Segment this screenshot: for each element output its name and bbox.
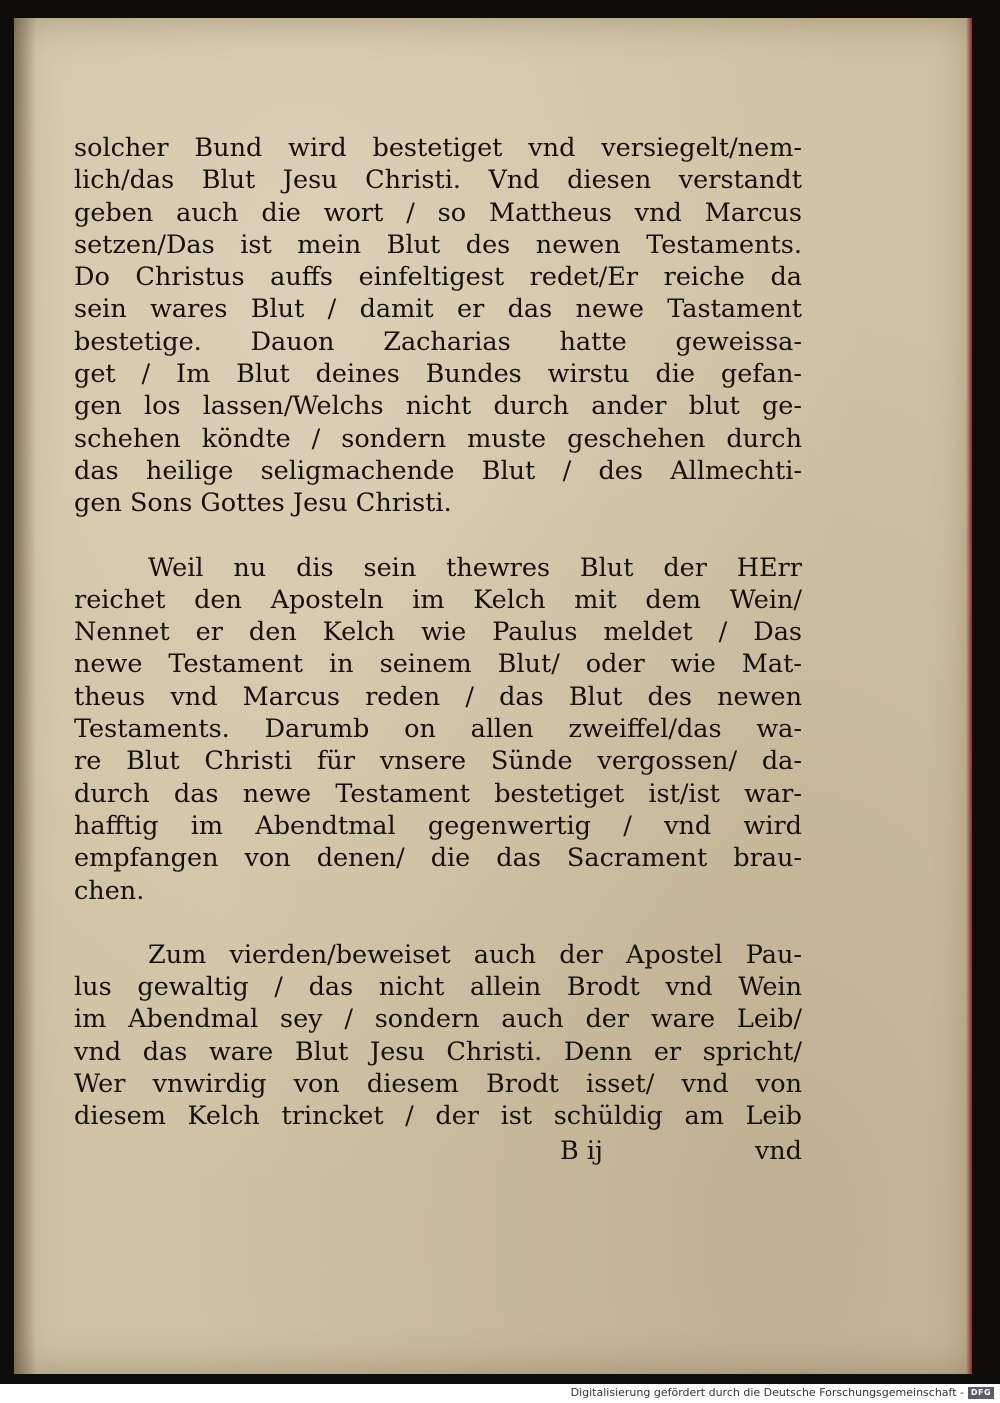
page-footer: [74, 1135, 802, 1171]
text-line: schehen köndte / sondern muste geschehen durch: [74, 423, 802, 454]
text-line: lus gewaltig / das nicht allein Brodt vnd Wein: [74, 972, 802, 1003]
text-line: setzen/Das ist mein Blut des newen Testaments.: [74, 229, 802, 260]
text-line: solcher Bund wird bestetiget vnd versiegelt/nem-: [74, 133, 802, 163]
signature-mark: B ij: [560, 1135, 603, 1166]
text-line: hafftig im Abendtmal gegenwertig / vnd wird: [74, 810, 802, 841]
text-line: Zum vierden/beweiset auch der Apostel Pau-: [148, 939, 802, 970]
paragraph-gap: [74, 520, 802, 552]
paragraph-gap: [74, 907, 802, 939]
text-line: Wer vnwirdig von diesem Brodt isset/ vnd von: [74, 1069, 802, 1100]
text-line: Do Christus auffs einfeltigest redet/Er reiche da: [74, 262, 802, 293]
paragraph-2: [74, 552, 802, 907]
text-line: newe Testament in seinem Blut/ oder wie Mat-: [74, 649, 802, 680]
text-line: gen los lassen/Welchs nicht durch ander blut ge-: [74, 391, 802, 422]
text-line: vnd das ware Blut Jesu Christi. Denn er spricht/: [74, 1036, 802, 1067]
paragraph-3: [74, 939, 802, 1133]
paragraph-1: [74, 132, 802, 520]
text-line: diesem Kelch trincket / der ist schüldig am Leib: [74, 1101, 802, 1132]
credit-bar: [0, 1384, 1000, 1403]
text-line: bestetige. Dauon Zacharias hatte geweissa-: [74, 326, 802, 357]
text-line: sein wares Blut / damit er das newe Tastament: [74, 294, 802, 325]
book-page: [14, 18, 972, 1374]
dfg-logo: DFG: [968, 1387, 994, 1399]
page-text: [74, 132, 802, 1171]
text-line: re Blut Christi für vnsere Sünde vergossen/ da-: [74, 746, 802, 777]
text-line: durch das newe Testament bestetiget ist/ist war-: [74, 778, 802, 809]
text-line: Nennet er den Kelch wie Paulus meldet / Das: [74, 617, 802, 648]
gutter-shadow: [14, 18, 36, 1374]
text-line: chen.: [74, 875, 145, 906]
text-line: reichet den Aposteln im Kelch mit dem Wein/: [74, 584, 802, 615]
text-line: get / Im Blut deines Bundes wirstu die gefan-: [74, 359, 802, 390]
page-edge: [966, 18, 972, 1374]
text-line: gen Sons Gottes Jesu Christi.: [74, 488, 452, 519]
text-line: empfangen von denen/ die das Sacrament brau-: [74, 843, 802, 874]
text-line: Testaments. Darumb on allen zweiffel/das wa-: [74, 714, 802, 745]
text-line: geben auch die wort / so Mattheus vnd Marcus: [74, 197, 802, 228]
text-line: Weil nu dis sein thewres Blut der HErr: [148, 552, 802, 583]
funding-credit: Digitalisierung gefördert durch die Deutsche Forschungsgemeinschaft -: [570, 1386, 964, 1399]
text-line: theus vnd Marcus reden / das Blut des newen: [74, 681, 802, 712]
text-line: das heilige seligmachende Blut / des Allmechti-: [74, 455, 802, 486]
text-line: lich/das Blut Jesu Christi. Vnd diesen verstandt: [74, 165, 802, 196]
catchword: vnd: [754, 1135, 802, 1166]
text-line: im Abendmal sey / sondern auch der ware Leib/: [74, 1004, 802, 1035]
